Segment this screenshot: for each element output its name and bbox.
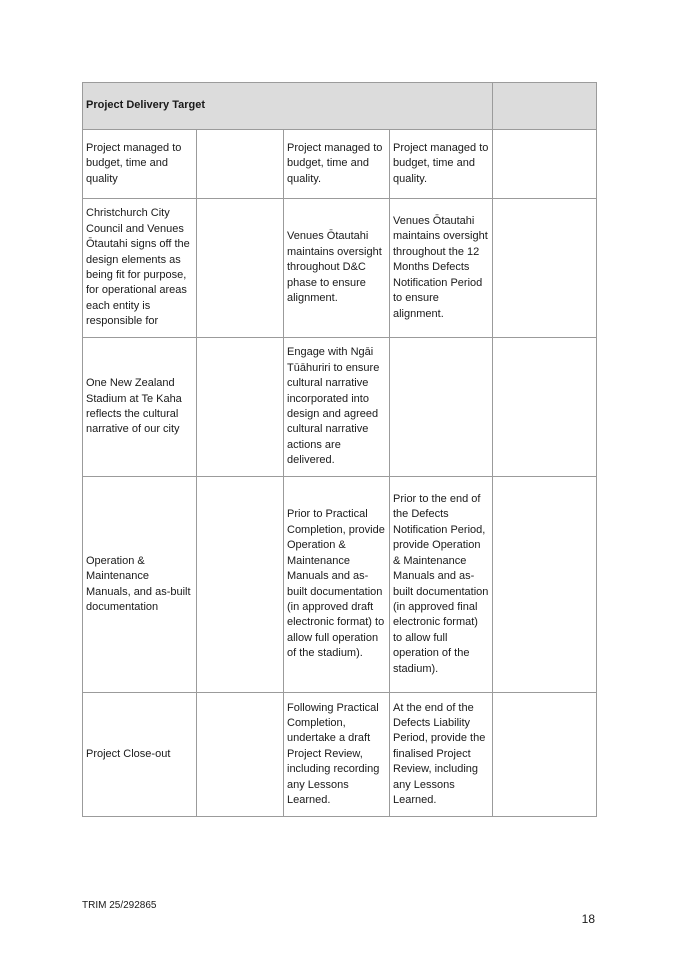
target-cell: Operation & Maintenance Manuals, and as-built documentation (83, 477, 197, 693)
target-cell: One New Zealand Stadium at Te Kaha reflects the cultural narrative of our city (83, 338, 197, 477)
empty-cell (493, 693, 597, 817)
empty-cell (493, 477, 597, 693)
table-row (83, 130, 597, 199)
table-row (83, 477, 597, 693)
empty-cell (493, 130, 597, 199)
dnp-phase-cell (390, 338, 493, 477)
dc-phase-cell: Venues Ōtautahi maintains oversight throughout D&C phase to ensure alignment. (284, 199, 390, 338)
table-header-row (83, 83, 597, 130)
project-delivery-table (82, 82, 597, 817)
target-cell: Christchurch City Council and Venues Ōtautahi signs off the design elements as being fit for purpose, for operational areas each entity is responsible for (83, 199, 197, 338)
dnp-phase-cell: Venues Ōtautahi maintains oversight throughout the 12 Months Defects Notification Period to ensure alignment. (390, 199, 493, 338)
table-row (83, 338, 597, 477)
empty-cell (197, 199, 284, 338)
table-header: Project Delivery Target (83, 83, 493, 130)
empty-cell (197, 130, 284, 199)
empty-cell (197, 338, 284, 477)
dc-phase-cell: Project managed to budget, time and quality. (284, 130, 390, 199)
dnp-phase-cell: Prior to the end of the Defects Notification Period, provide Operation & Maintenance Manuals and as-built documentation (in approved final electronic format) to allow full operation of the stadium). (390, 477, 493, 693)
empty-cell (493, 338, 597, 477)
dnp-phase-cell: Project managed to budget, time and quality. (390, 130, 493, 199)
empty-cell (493, 199, 597, 338)
table-header-blank (493, 83, 597, 130)
target-cell: Project managed to budget, time and quality (83, 130, 197, 199)
page-number: 18 (581, 912, 595, 926)
empty-cell (197, 693, 284, 817)
dnp-phase-cell: At the end of the Defects Liability Period, provide the finalised Project Review, including any Lessons Learned. (390, 693, 493, 817)
empty-cell (197, 477, 284, 693)
table-row (83, 693, 597, 817)
dc-phase-cell: Following Practical Completion, undertake a draft Project Review, including recording any Lessons Learned. (284, 693, 390, 817)
dc-phase-cell: Prior to Practical Completion, provide Operation & Maintenance Manuals and as-built documentation (in approved draft electronic format) to allow full operation of the stadium). (284, 477, 390, 693)
target-cell: Project Close-out (83, 693, 197, 817)
table-row (83, 199, 597, 338)
dc-phase-cell: Engage with Ngāi Tūāhuriri to ensure cultural narrative incorporated into design and agreed cultural narrative actions are delivered. (284, 338, 390, 477)
trim-reference: TRIM 25/292865 (82, 900, 157, 911)
